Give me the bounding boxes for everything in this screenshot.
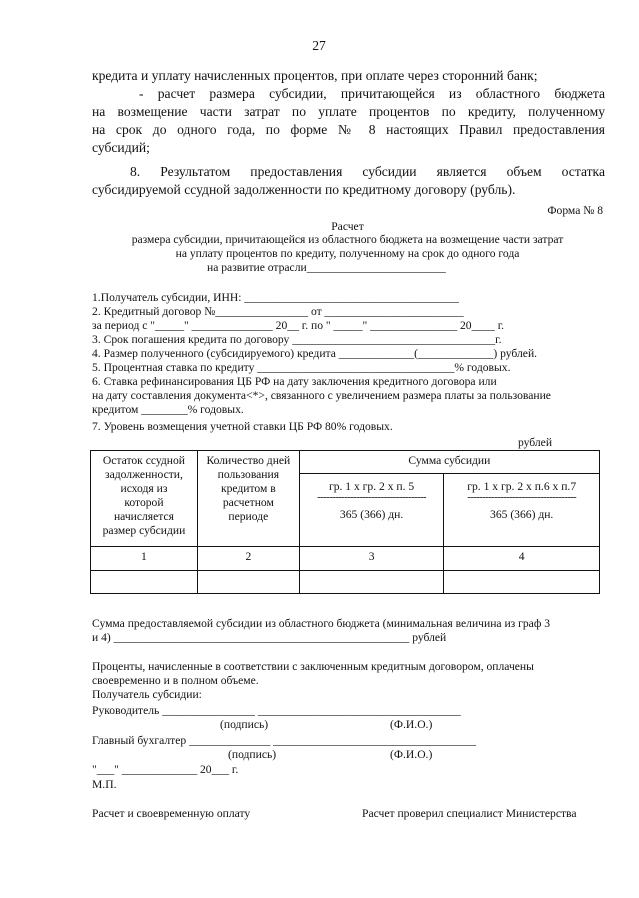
subsidy-sum-line-1: Сумма предоставляемой субсидии из областного бюджета (минимальная величина из граф 3: [92, 617, 551, 630]
header-formula-2: гр. 1 x гр. 2 x п.6 x п.7 ------------------------------------ 365 (366) дн.: [444, 474, 600, 547]
intro-line-4: на срок до одного года, по форме № 8 настоящих Правил предоставления: [92, 122, 605, 137]
column-number-1: 1: [91, 547, 198, 571]
intro-line-6: 8. Результатом предоставления субсидии является объем остатка: [130, 164, 605, 179]
field-period: за период с "_____" ______________ 20__ г. по " _____" _______________ 20____ г.: [92, 319, 505, 332]
empty-cell-1: [91, 571, 198, 594]
header-loan-balance: Остаток ссудной задолженности, исходя из которой начисляется размер субсидии: [91, 451, 198, 547]
form-label: Форма № 8: [547, 204, 603, 217]
field-refinancing-rate-cont: на дату составления документа<*>, связанного с увеличением размера платы за пользование: [92, 389, 551, 402]
field-credit-contract: 2. Кредитный договор №________________ от ________________________: [92, 305, 464, 318]
subsidy-table: [90, 450, 600, 594]
stamp-label: М.П.: [92, 778, 117, 791]
intro-line-7: субсидируемой ссудной задолженности по кредитному договору (рубль).: [92, 182, 516, 197]
head-name-caption: (Ф.И.О.): [390, 718, 433, 731]
currency-label: рублей: [518, 436, 553, 449]
field-interest-rate: 5. Процентная ставка по кредиту __________________________________% годовых.: [92, 361, 511, 374]
column-number-4: 4: [444, 547, 600, 571]
field-recipient-inn: 1.Получатель субсидии, ИНН: _____________________________________: [92, 291, 459, 304]
column-number-2: 2: [197, 547, 299, 571]
form-title: Расчет: [331, 220, 364, 233]
form-subtitle-2: на уплату процентов по кредиту, полученному на срок до одного года: [175, 247, 520, 260]
head-signature-line: Руководитель ________________ ___________________________________: [92, 704, 461, 717]
payment-confirmation-label: Расчет и своевременную оплату: [92, 807, 251, 820]
header-days-count: Количество дней пользования кредитом в расчетном периоде: [197, 451, 299, 547]
header-formula-1: гр. 1 x гр. 2 x п. 5 ------------------------------------ 365 (366) дн.: [299, 474, 444, 547]
ministry-check-label: Расчет проверил специалист Министерства: [362, 807, 577, 820]
intro-line-3: на возмещение части затрат по уплате процентов по кредиту, полученному: [92, 104, 605, 119]
head-signature-caption: (подпись): [220, 718, 269, 731]
form-subtitle-1: размера субсидии, причитающейся из областного бюджета на возмещение части затрат: [131, 233, 564, 246]
field-refinancing-rate: 6. Ставка рефинансирования ЦБ РФ на дату заключения кредитного договора или: [92, 375, 497, 388]
field-refinancing-rate-value: кредитом ________% годовых.: [92, 403, 244, 416]
interest-paid-line-2: своевременно и в полном объеме.: [92, 674, 259, 687]
intro-line-2: - расчет размера субсидии, причитающейся из областного бюджета: [139, 86, 605, 101]
page-number: 27: [312, 38, 326, 53]
empty-cell-2: [197, 571, 299, 594]
intro-line-1: кредита и уплату начисленных процентов, при оплате через сторонний банк;: [92, 68, 538, 83]
empty-cell-4: [444, 571, 600, 594]
accountant-name-caption: (Ф.И.О.): [390, 748, 433, 761]
empty-cell-3: [299, 571, 444, 594]
subsidy-sum-line-2: и 4) ___________________________________________________ рублей: [92, 631, 447, 644]
accountant-signature-line: Главный бухгалтер ______________ ___________________________________: [92, 734, 477, 747]
intro-line-5: субсидий;: [92, 140, 150, 155]
column-number-3: 3: [299, 547, 444, 571]
accountant-signature-caption: (подпись): [228, 748, 277, 761]
field-repayment-term: 3. Срок погашения кредита по договору ___________________________________г.: [92, 333, 502, 346]
field-credit-amount: 4. Размер полученного (субсидируемого) кредита _____________(_____________) рублей.: [92, 347, 538, 360]
field-compensation-level: 7. Уровень возмещения учетной ставки ЦБ РФ 80% годовых.: [92, 420, 393, 433]
interest-paid-line-1: Проценты, начисленные в соответствии с заключенным кредитным договором, оплачены: [92, 660, 534, 673]
date-line: "___" _____________ 20___ г.: [92, 763, 239, 776]
header-subsidy-amount: Сумма субсидии: [299, 451, 599, 474]
recipient-label: Получатель субсидии:: [92, 688, 202, 701]
form-subtitle-3: на развитие отрасли________________________: [207, 261, 446, 274]
